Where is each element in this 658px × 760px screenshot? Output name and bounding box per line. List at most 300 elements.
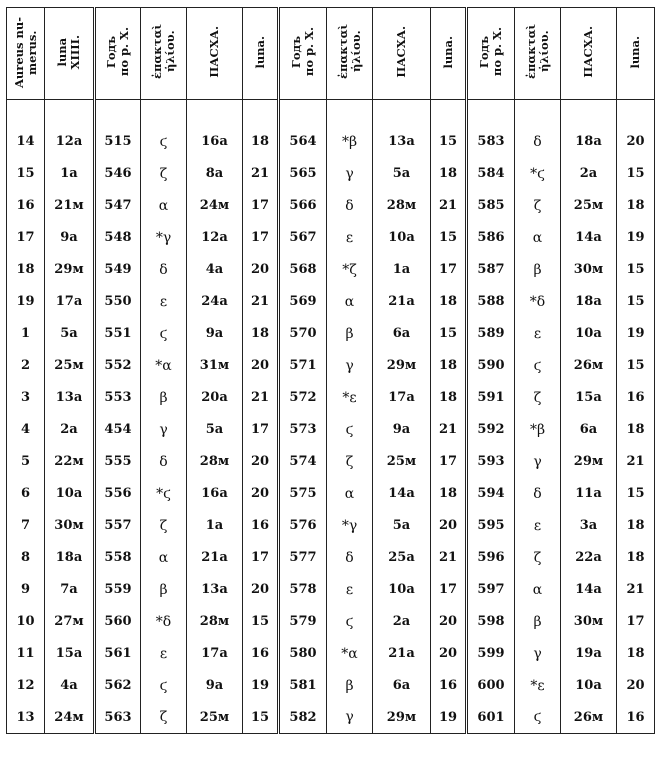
header-label: ἐπακταὶ ἡλίου. (335, 24, 363, 80)
table-cell: 17а (373, 382, 431, 414)
table-cell: *α (327, 638, 373, 670)
table-cell: 8а (187, 158, 243, 190)
solar-epact-header-1 (141, 8, 187, 100)
table-cell: 5а (373, 158, 431, 190)
table-cell: 29м (561, 446, 617, 478)
table-cell: 22а (561, 542, 617, 574)
table-cell: *ζ (327, 254, 373, 286)
table-cell: ζ (327, 446, 373, 478)
table-cell: 20 (431, 638, 467, 670)
table-cell: ζ (141, 702, 187, 734)
table-cell: 30м (45, 510, 95, 542)
table-cell: ϛ (141, 126, 187, 158)
table-cell: 9а (45, 222, 95, 254)
table-cell: 10а (45, 478, 95, 510)
table-cell: 589 (467, 318, 515, 350)
table-cell: 13 (7, 702, 45, 734)
table-cell: 31м (187, 350, 243, 382)
table-cell: 21 (431, 190, 467, 222)
table-cell: *γ (327, 510, 373, 542)
table-cell: 600 (467, 670, 515, 702)
spacer-cell (45, 100, 95, 126)
table-cell: 2а (561, 158, 617, 190)
table-cell: γ (515, 446, 561, 478)
table-cell: 12 (7, 670, 45, 702)
table-cell: 21 (431, 542, 467, 574)
table-cell: 5 (7, 446, 45, 478)
spacer-cell (431, 100, 467, 126)
table-cell: 10а (561, 318, 617, 350)
table-cell: *ϛ (141, 478, 187, 510)
table-cell: 18 (617, 510, 655, 542)
table-cell: β (515, 254, 561, 286)
spacer-cell (467, 100, 515, 126)
table-cell: 25м (45, 350, 95, 382)
header-row (7, 8, 655, 100)
table-cell: 15 (617, 350, 655, 382)
table-cell: 16а (187, 478, 243, 510)
table-cell: 28м (187, 606, 243, 638)
table-cell: 597 (467, 574, 515, 606)
table-cell: 18 (431, 286, 467, 318)
table-cell: 20 (431, 510, 467, 542)
table-cell: 19 (7, 286, 45, 318)
table-cell: ϛ (515, 350, 561, 382)
table-cell: 1а (373, 254, 431, 286)
table-cell: ϛ (141, 670, 187, 702)
table-cell: 11 (7, 638, 45, 670)
table-cell: 15 (431, 222, 467, 254)
table-row (7, 702, 655, 734)
table-cell: 20 (431, 606, 467, 638)
table-row (7, 670, 655, 702)
table-cell: 559 (95, 574, 141, 606)
table-cell: 581 (279, 670, 327, 702)
table-cell: 15 (617, 158, 655, 190)
table-cell: 25м (187, 702, 243, 734)
table-cell: ε (141, 286, 187, 318)
table-cell: 25а (373, 542, 431, 574)
table-cell: 16 (617, 702, 655, 734)
table-row (7, 446, 655, 478)
table-cell: 594 (467, 478, 515, 510)
table-cell: 21 (243, 382, 279, 414)
table-cell: 18 (617, 638, 655, 670)
table-cell: 19а (561, 638, 617, 670)
table-cell: 17 (243, 542, 279, 574)
luna-header-2 (431, 8, 467, 100)
table-cell: β (327, 318, 373, 350)
table-row (7, 414, 655, 446)
table-row (7, 382, 655, 414)
table-cell: 17а (45, 286, 95, 318)
table-cell: 21а (187, 542, 243, 574)
table-cell: *γ (141, 222, 187, 254)
table-cell: 18 (243, 318, 279, 350)
pascha-header-2 (373, 8, 431, 100)
table-cell: γ (327, 158, 373, 190)
table-cell: ε (327, 574, 373, 606)
table-cell: 15 (617, 254, 655, 286)
table-cell: γ (327, 702, 373, 734)
table-row (7, 318, 655, 350)
table-cell: 556 (95, 478, 141, 510)
table-cell: γ (327, 350, 373, 382)
table-cell: 8 (7, 542, 45, 574)
table-cell: 579 (279, 606, 327, 638)
header-label: ἐπακταὶ ἡλίου. (523, 24, 551, 80)
spacer-cell (141, 100, 187, 126)
table-cell: 21 (243, 158, 279, 190)
table-cell: 567 (279, 222, 327, 254)
luna-header-3 (617, 8, 655, 100)
aureus-numerus-header (7, 8, 45, 100)
table-cell: 14а (561, 574, 617, 606)
table-cell: *α (141, 350, 187, 382)
table-cell: 9а (373, 414, 431, 446)
table-cell: 599 (467, 638, 515, 670)
table-cell: β (515, 606, 561, 638)
table-cell: 21 (431, 414, 467, 446)
table-cell: 9 (7, 574, 45, 606)
table-cell: 15 (243, 702, 279, 734)
table-cell: 583 (467, 126, 515, 158)
table-cell: 6а (373, 670, 431, 702)
table-row (7, 222, 655, 254)
table-cell: 6 (7, 478, 45, 510)
header-label: luna. (628, 35, 642, 69)
table-cell: 546 (95, 158, 141, 190)
table-row (7, 478, 655, 510)
table-row (7, 638, 655, 670)
table-cell: *δ (141, 606, 187, 638)
table-cell: 29м (373, 702, 431, 734)
table-cell: α (327, 478, 373, 510)
table-cell: 2 (7, 350, 45, 382)
table-cell: 547 (95, 190, 141, 222)
table-cell: 586 (467, 222, 515, 254)
year-header-2 (279, 8, 327, 100)
table-cell: α (141, 542, 187, 574)
table-row (7, 126, 655, 158)
table-cell: 16 (7, 190, 45, 222)
table-cell: 11а (561, 478, 617, 510)
table-cell: 12а (187, 222, 243, 254)
table-cell: 584 (467, 158, 515, 190)
table-cell: 13а (187, 574, 243, 606)
table-cell: 549 (95, 254, 141, 286)
table-cell: 16 (431, 670, 467, 702)
table-cell: 16а (187, 126, 243, 158)
table-cell: 1а (187, 510, 243, 542)
table-cell: 5а (373, 510, 431, 542)
table-cell: 21м (45, 190, 95, 222)
table-cell: 10а (373, 222, 431, 254)
table-cell: 20 (617, 670, 655, 702)
table-cell: α (327, 286, 373, 318)
table-cell: γ (141, 414, 187, 446)
header-label: Годъ по р. X. (104, 27, 131, 77)
table-cell: 573 (279, 414, 327, 446)
table-cell: 20 (243, 574, 279, 606)
table-cell: 17 (431, 446, 467, 478)
table-cell: 19 (243, 670, 279, 702)
table-cell: ϛ (141, 318, 187, 350)
table-cell: 566 (279, 190, 327, 222)
table-cell: *ε (515, 670, 561, 702)
table-cell: 4 (7, 414, 45, 446)
spacer-cell (561, 100, 617, 126)
table-cell: 548 (95, 222, 141, 254)
paschal-table-page (6, 7, 654, 755)
header-label: Aureus nu- merus. (11, 16, 39, 88)
table-cell: 562 (95, 670, 141, 702)
table-cell: 558 (95, 542, 141, 574)
table-cell: 15 (431, 126, 467, 158)
table-cell: ζ (515, 382, 561, 414)
table-cell: 552 (95, 350, 141, 382)
table-cell: 18 (617, 414, 655, 446)
table-cell: 7 (7, 510, 45, 542)
table-cell: ζ (515, 542, 561, 574)
table-cell: 590 (467, 350, 515, 382)
table-row (7, 286, 655, 318)
table-cell: 582 (279, 702, 327, 734)
table-cell: 593 (467, 446, 515, 478)
spacer-cell (373, 100, 431, 126)
year-header-1 (95, 8, 141, 100)
table-cell: 18 (617, 542, 655, 574)
table-cell: 1 (7, 318, 45, 350)
table-cell: 25м (373, 446, 431, 478)
table-cell: 25м (561, 190, 617, 222)
spacer-cell (95, 100, 141, 126)
table-cell: 13а (373, 126, 431, 158)
header-label: luna. (252, 35, 267, 69)
table-cell: 2а (45, 414, 95, 446)
table-cell: 555 (95, 446, 141, 478)
header-label: ПАСХА. (394, 26, 408, 78)
table-row (7, 350, 655, 382)
table-cell: 9а (187, 318, 243, 350)
table-cell: 4а (187, 254, 243, 286)
table-cell: ε (141, 638, 187, 670)
table-body (7, 100, 655, 734)
table-row (7, 190, 655, 222)
table-cell: ϛ (515, 702, 561, 734)
table-cell: 564 (279, 126, 327, 158)
header-label: luna XIIII. (55, 34, 82, 70)
table-cell: 515 (95, 126, 141, 158)
table-cell: 21 (617, 574, 655, 606)
table-cell: 6а (561, 414, 617, 446)
table-cell: 18 (431, 478, 467, 510)
table-cell: 24а (187, 286, 243, 318)
table-cell: 596 (467, 542, 515, 574)
table-cell: δ (515, 478, 561, 510)
table-cell: 3а (561, 510, 617, 542)
table-cell: 18 (7, 254, 45, 286)
luna-xiiii-header (45, 8, 95, 100)
table-cell: 19 (617, 222, 655, 254)
table-cell: δ (327, 542, 373, 574)
table-cell: 585 (467, 190, 515, 222)
table-cell: 10а (561, 670, 617, 702)
table-cell: 454 (95, 414, 141, 446)
table-cell: 550 (95, 286, 141, 318)
table-cell: 601 (467, 702, 515, 734)
spacer-cell (7, 100, 45, 126)
header-label: Годъ по р. X. (289, 27, 316, 77)
table-cell: 15 (7, 158, 45, 190)
table-cell: γ (515, 638, 561, 670)
table-cell: ε (327, 222, 373, 254)
table-cell: ϛ (327, 606, 373, 638)
table-cell: 22м (45, 446, 95, 478)
table-cell: 18 (431, 158, 467, 190)
table-cell: 20 (243, 446, 279, 478)
table-cell: 591 (467, 382, 515, 414)
table-cell: 15 (243, 606, 279, 638)
solar-epact-header-2 (327, 8, 373, 100)
table-cell: 5а (45, 318, 95, 350)
table-cell: 6а (373, 318, 431, 350)
table-cell: β (141, 574, 187, 606)
table-cell: 18а (561, 286, 617, 318)
table-cell: 18 (431, 350, 467, 382)
spacer-cell (515, 100, 561, 126)
table-cell: 19 (617, 318, 655, 350)
table-cell: 1а (45, 158, 95, 190)
pascha-header-3 (561, 8, 617, 100)
table-cell: ζ (141, 158, 187, 190)
table-cell: 27м (45, 606, 95, 638)
table-cell: 14а (373, 478, 431, 510)
table-cell: 17 (243, 190, 279, 222)
table-cell: 30м (561, 606, 617, 638)
table-cell: 15а (45, 638, 95, 670)
table-cell: 565 (279, 158, 327, 190)
table-cell: 21 (617, 446, 655, 478)
table-cell: α (515, 574, 561, 606)
table-cell: 15 (617, 478, 655, 510)
table-cell: 21 (243, 286, 279, 318)
table-cell: 29м (45, 254, 95, 286)
table-cell: 14 (7, 126, 45, 158)
table-cell: δ (327, 190, 373, 222)
table-cell: 561 (95, 638, 141, 670)
table-cell: ε (515, 510, 561, 542)
header-label: Годъ по р. X. (477, 27, 504, 77)
table-cell: 592 (467, 414, 515, 446)
table-cell: δ (141, 254, 187, 286)
header-label: ἐπακταὶ ἡλίου. (149, 24, 177, 80)
table-cell: 557 (95, 510, 141, 542)
table-cell: 580 (279, 638, 327, 670)
table-cell: ε (515, 318, 561, 350)
table-cell: 28м (373, 190, 431, 222)
table-cell: 17а (187, 638, 243, 670)
table-cell: 10 (7, 606, 45, 638)
table-row (7, 542, 655, 574)
table-cell: 570 (279, 318, 327, 350)
table-cell: ϛ (327, 414, 373, 446)
table-cell: 575 (279, 478, 327, 510)
table-cell: 18а (561, 126, 617, 158)
table-cell: 17 (617, 606, 655, 638)
table-cell: 14а (561, 222, 617, 254)
table-cell: 571 (279, 350, 327, 382)
table-cell: 572 (279, 382, 327, 414)
table-cell: 19 (431, 702, 467, 734)
table-cell: 587 (467, 254, 515, 286)
spacer-cell (617, 100, 655, 126)
table-cell: δ (515, 126, 561, 158)
luna-header-1 (243, 8, 279, 100)
table-cell: ζ (141, 510, 187, 542)
header-label: ПАСХА. (581, 26, 595, 78)
table-cell: 18 (243, 126, 279, 158)
table-cell: *δ (515, 286, 561, 318)
table-cell: 20 (617, 126, 655, 158)
header-spacer-row (7, 100, 655, 126)
table-cell: 578 (279, 574, 327, 606)
table-cell: 576 (279, 510, 327, 542)
table-cell: 29м (373, 350, 431, 382)
table-cell: 15 (617, 286, 655, 318)
table-cell: 21а (373, 638, 431, 670)
table-cell: 20 (243, 254, 279, 286)
table-cell: 568 (279, 254, 327, 286)
table-cell: 577 (279, 542, 327, 574)
spacer-cell (243, 100, 279, 126)
year-header-3 (467, 8, 515, 100)
table-cell: 17 (431, 254, 467, 286)
table-cell: 26м (561, 702, 617, 734)
table-header (7, 8, 655, 100)
table-cell: 18а (45, 542, 95, 574)
table-cell: 20а (187, 382, 243, 414)
pascha-header-1 (187, 8, 243, 100)
table-cell: 12а (45, 126, 95, 158)
table-cell: 560 (95, 606, 141, 638)
table-cell: 569 (279, 286, 327, 318)
table-cell: 4а (45, 670, 95, 702)
table-cell: 16 (617, 382, 655, 414)
table-cell: 15 (431, 318, 467, 350)
table-cell: 10а (373, 574, 431, 606)
header-label: ПАСХА. (207, 26, 221, 78)
table-cell: 7а (45, 574, 95, 606)
table-cell: 563 (95, 702, 141, 734)
table-cell: 574 (279, 446, 327, 478)
table-cell: 16 (243, 510, 279, 542)
spacer-cell (187, 100, 243, 126)
table-cell: β (141, 382, 187, 414)
table-cell: 20 (243, 350, 279, 382)
table-cell: 13а (45, 382, 95, 414)
table-cell: 26м (561, 350, 617, 382)
table-cell: *β (327, 126, 373, 158)
table-cell: 598 (467, 606, 515, 638)
table-cell: 24м (187, 190, 243, 222)
table-cell: 17 (243, 414, 279, 446)
spacer-cell (327, 100, 373, 126)
table-cell: 9а (187, 670, 243, 702)
table-cell: β (327, 670, 373, 702)
table-cell: α (515, 222, 561, 254)
table-cell: 588 (467, 286, 515, 318)
